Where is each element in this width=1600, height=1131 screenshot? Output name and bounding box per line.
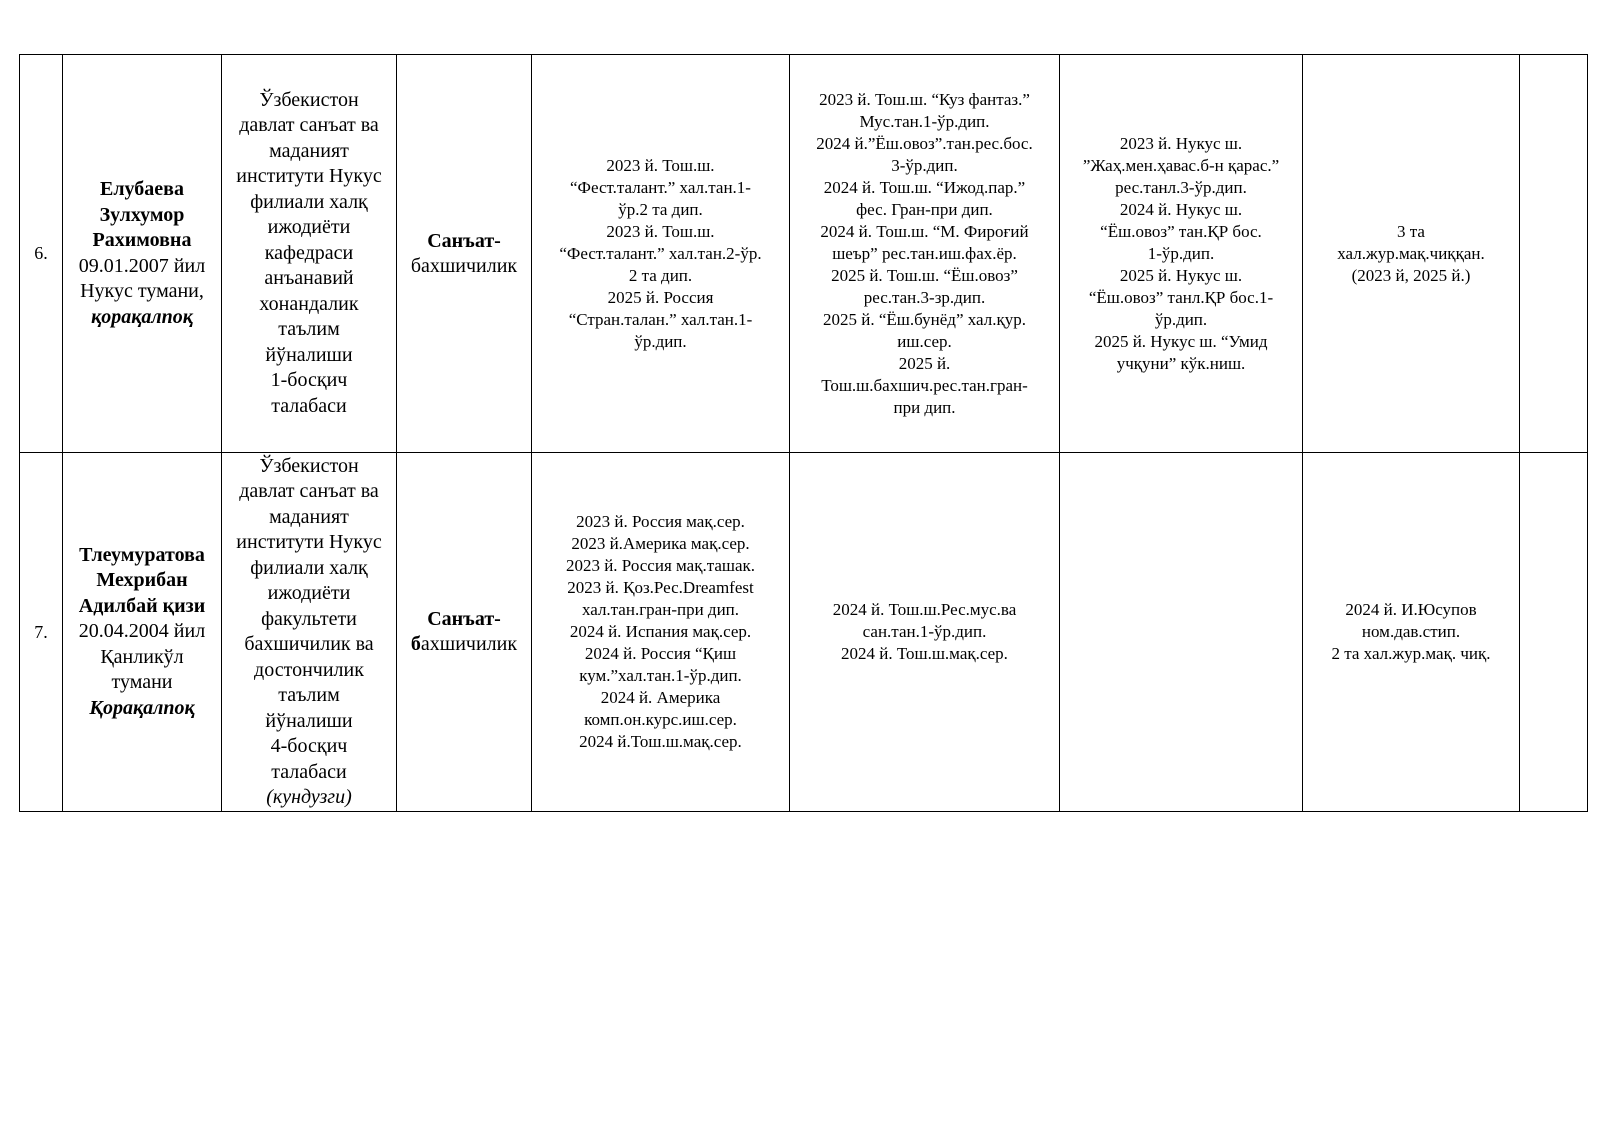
person-name-line: Рахимовна [92,229,192,251]
achievement-line: 2023 й. Тош.ш. [606,155,715,175]
achievement-line: рес.танл.3-ўр.дип. [1115,177,1247,197]
specialty-bold: Санъат- [427,229,501,252]
institution-line: давлат санъат ва [239,114,379,137]
table-row [20,55,1588,453]
achievement-line: 2024 й. Испания мақ.сер. [569,622,752,641]
achievement-line: 2024 й. Тош.ш.Рес.мус.ва [832,600,1017,619]
achievement-line: 2025 й. Россия [607,287,714,307]
achievement-line: учқуни” кўк.ниш. [1116,353,1246,373]
achievement-line: ўр.дип. [1154,309,1208,329]
publications-cell [1303,453,1520,812]
achievement-line: комп.он.курс.иш.сер. [584,710,737,729]
achievements-cell [532,55,790,453]
district: Қанликўл [100,645,184,668]
institution-line: Ўзбекистон [259,454,359,477]
achievement-line: 2023 й. Россия мақ.ташак. [565,556,756,575]
institution-line: йўналиши [265,343,353,366]
achievement-line: сан.тан.1-ўр.дип. [862,622,987,641]
row-number: 6. [20,55,63,453]
person-name-line: Елубаева [100,178,184,200]
achievement-line: рес.тан.3-зр.дип. [863,287,986,307]
institution-line: кафедраси [264,241,354,264]
achievement-line: 2024 й. Россия “Қиш [584,644,737,663]
institution-line: таълим [278,318,340,341]
publications-cell [1303,55,1520,453]
institution-line: йўналиши [265,709,353,732]
institution-line: Ўзбекистон [259,88,359,111]
specialty-bold: Санъат- [427,608,501,630]
institution-line: маданият [269,505,349,528]
achievement-line: 2023 й. Нукус ш. [1119,133,1243,153]
achievement-line: 2024 й. Тош.ш.мақ.сер. [841,644,1008,663]
institution-cell [222,453,397,812]
institution-line: анъанавий [264,267,354,290]
achievement-line: при дип. [893,397,956,417]
achievement-line: 2025 й. Тош.ш. “Ёш.овоз” [831,265,1018,285]
publication-line: ном.дав.стип. [1361,622,1461,641]
institution-line: ижодиёти [267,582,351,604]
achievement-line: шеър” рес.тан.иш.фах.ёр. [832,243,1017,263]
institution-line: таълим [278,684,340,706]
specialty-rest: бахшичилик [410,254,518,277]
person-name-line: Зулхумор [99,203,185,226]
person-cell [63,453,222,812]
achievement-line: Тош.ш.бахшич.рес.тан.гран- [821,375,1028,395]
achievement-line: “Фест.талант.” хал.тан.1- [570,177,751,197]
achievement-line: 2023 й. Қоз.Рес.Dreamfest [567,578,754,597]
achievement-line: ўр.дип. [634,331,687,351]
institution-line: институти Нукус [236,165,382,188]
institution-line: филиали халқ [250,556,368,579]
achievement-line: 2023 й. Россия мақ.сер. [576,512,745,531]
specialty-cell [397,55,532,453]
achievements-cell [1060,55,1303,453]
achievement-line: 2024 й. Нукус ш. [1119,199,1243,219]
achievement-line: ўр.2 та дип. [618,199,703,219]
achievement-line: 2023 й. Тош.ш. [606,221,715,241]
institution-line: давлат санъат ва [239,480,379,502]
publication-line: 3 та [1397,221,1425,241]
row-number: 7. [20,453,63,812]
institution-line: талабаси [271,394,347,417]
district: тумани [111,671,173,694]
achievement-line: 2025 й. Нукус ш. [1119,265,1243,285]
achievement-line: фес. Гран-при дип. [856,199,993,219]
empty-cell [1060,453,1303,812]
achievement-line: ”Жаҳ.мен.ҳавас.б-н қарас.” [1082,155,1280,175]
institution-line: 1-босқич [270,369,348,392]
nationality: Қорақалпоқ [89,696,195,719]
empty-cell [1520,55,1588,453]
institution-cell [222,55,397,453]
achievement-line: “Стран.талан.” хал.тан.1- [568,309,753,329]
table-row [20,453,1588,812]
achievement-line: кум.”хал.тан.1-ўр.дип. [579,666,742,685]
achievement-line: хал.тан.гран-при дип. [581,600,740,619]
achievement-line: 2024 й. Америка [600,688,721,707]
achievement-line: 2024 й.”Ёш.овоз”.тан.рес.бос. [816,133,1033,153]
institution-line: достончилик [254,658,364,681]
institution-line: маданият [269,139,349,162]
institution-line: ижодиёти [267,216,351,239]
person-cell [63,55,222,453]
achievement-line: 2024 й. Тош.ш. “М. Фироғий [820,221,1029,241]
achievement-line: 2 та дип. [628,265,693,285]
achievements-cell [532,453,790,812]
specialty-rest: ахшичилик [420,633,518,655]
achievement-line: “Ёш.овоз” тан.ҚР бос. [1100,221,1262,241]
institution-line: хонандалик [259,292,359,315]
students-table [19,54,1588,812]
achievements-cell [790,453,1060,812]
achievement-line: 2023 й.Америка мақ.сер. [571,534,750,553]
publication-line: (2023 й, 2025 й.) [1351,265,1471,285]
achievement-line: иш.сер. [897,331,952,351]
achievement-line: 2025 й. Нукус ш. “Умид [1094,331,1268,351]
person-name-line: Тлеумуратова [79,543,205,566]
institution-line: институти Нукус [236,531,382,553]
achievement-line: “Фест.талант.” хал.тан.2-ўр. [559,243,762,263]
study-form: (кундузги) [266,786,352,808]
achievement-line: 2024 й.Тош.ш.мақ.сер. [579,732,742,751]
publication-line: 2024 й. И.Юсупов [1345,600,1477,619]
achievement-line: 2025 й. [898,353,951,373]
institution-line: факультети [261,607,357,630]
achievement-line: 2025 й. “Ёш.бунёд” хал.қур. [823,309,1026,329]
institution-line: бахшичилик ва [244,633,374,655]
achievement-line: Мус.тан.1-ўр.дип. [859,111,990,131]
institution-line: филиали халқ [250,190,368,213]
person-name-line: Адилбай қизи [78,594,206,617]
achievement-line: 2023 й. Тош.ш. “Куз фантаз.” [819,89,1030,109]
achievement-line: 2024 й. Тош.ш. “Ижод.пар.” [823,177,1026,197]
institution-line: 4-босқич [270,735,348,757]
nationality: қорақалпоқ [91,305,193,328]
empty-cell [1520,453,1588,812]
achievement-line: “Ёш.овоз” танл.ҚР бос.1- [1088,287,1274,307]
achievement-line: 3-ўр.дип. [891,155,958,175]
publication-line: 2 та хал.жур.мақ. чиқ. [1331,644,1491,663]
specialty-cell [397,453,532,812]
specialty-bold-letter: б [410,633,421,655]
achievements-cell [790,55,1060,453]
achievement-line: 1-ўр.дип. [1147,243,1215,263]
district: Нукус тумани, [80,280,204,302]
institution-line: талабаси [271,760,347,783]
person-name-line: Мехрибан [96,569,188,592]
birth-date: 20.04.2004 йил [78,620,206,643]
birth-date: 09.01.2007 йил [78,254,206,277]
publication-line: хал.жур.мақ.чиққан. [1337,243,1485,263]
